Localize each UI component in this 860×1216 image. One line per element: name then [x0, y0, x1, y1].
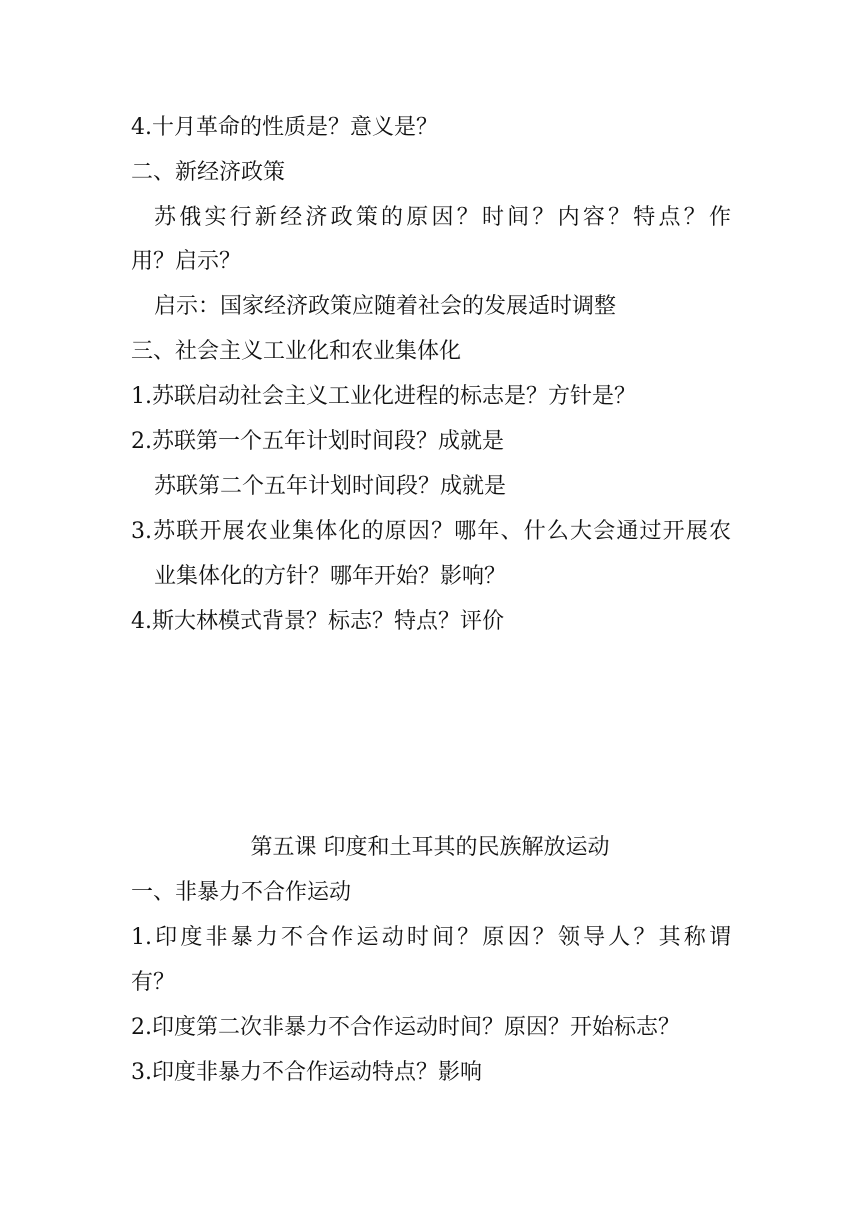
question-nep-line2: 用？启示？	[131, 249, 242, 274]
question-second-five-year-plan: 苏联第二个五年计划时间段？成就是	[154, 474, 507, 499]
question-non-violence-line2: 有？	[131, 970, 176, 995]
nep-insight: 启示：国家经济政策应随着社会的发展适时调整	[154, 294, 617, 319]
lesson-title: 第五课 印度和土耳其的民族解放运动	[250, 835, 610, 860]
section-heading-nep: 二、新经济政策	[131, 160, 286, 185]
question-collectivization-line1: 3.苏联开展农业集体化的原因？哪年、什么大会通过开展农	[131, 519, 731, 544]
question-first-five-year-plan: 2.苏联第一个五年计划时间段？成就是	[131, 429, 504, 454]
question-nep-line1: 苏俄实行新经济政策的原因？时间？内容？特点？作	[154, 205, 731, 230]
question-collectivization-line2: 业集体化的方针？哪年开始？影响？	[154, 564, 507, 589]
question-non-violence-line1: 1.印度非暴力不合作运动时间？原因？领导人？其称谓	[131, 925, 731, 950]
question-stalin-model: 4.斯大林模式背景？标志？特点？评价	[131, 609, 504, 634]
section-heading-non-violence: 一、非暴力不合作运动	[131, 880, 352, 905]
question-october-revolution: 4.十月革命的性质是？意义是？	[131, 115, 438, 140]
question-industrialization-sign: 1.苏联启动社会主义工业化进程的标志是？方针是？	[131, 384, 636, 409]
question-second-non-violence: 2.印度第二次非暴力不合作运动时间？原因？开始标志？	[131, 1015, 680, 1040]
question-non-violence-features: 3.印度非暴力不合作运动特点？影响	[131, 1060, 482, 1085]
section-heading-industrialization: 三、社会主义工业化和农业集体化	[131, 339, 462, 364]
